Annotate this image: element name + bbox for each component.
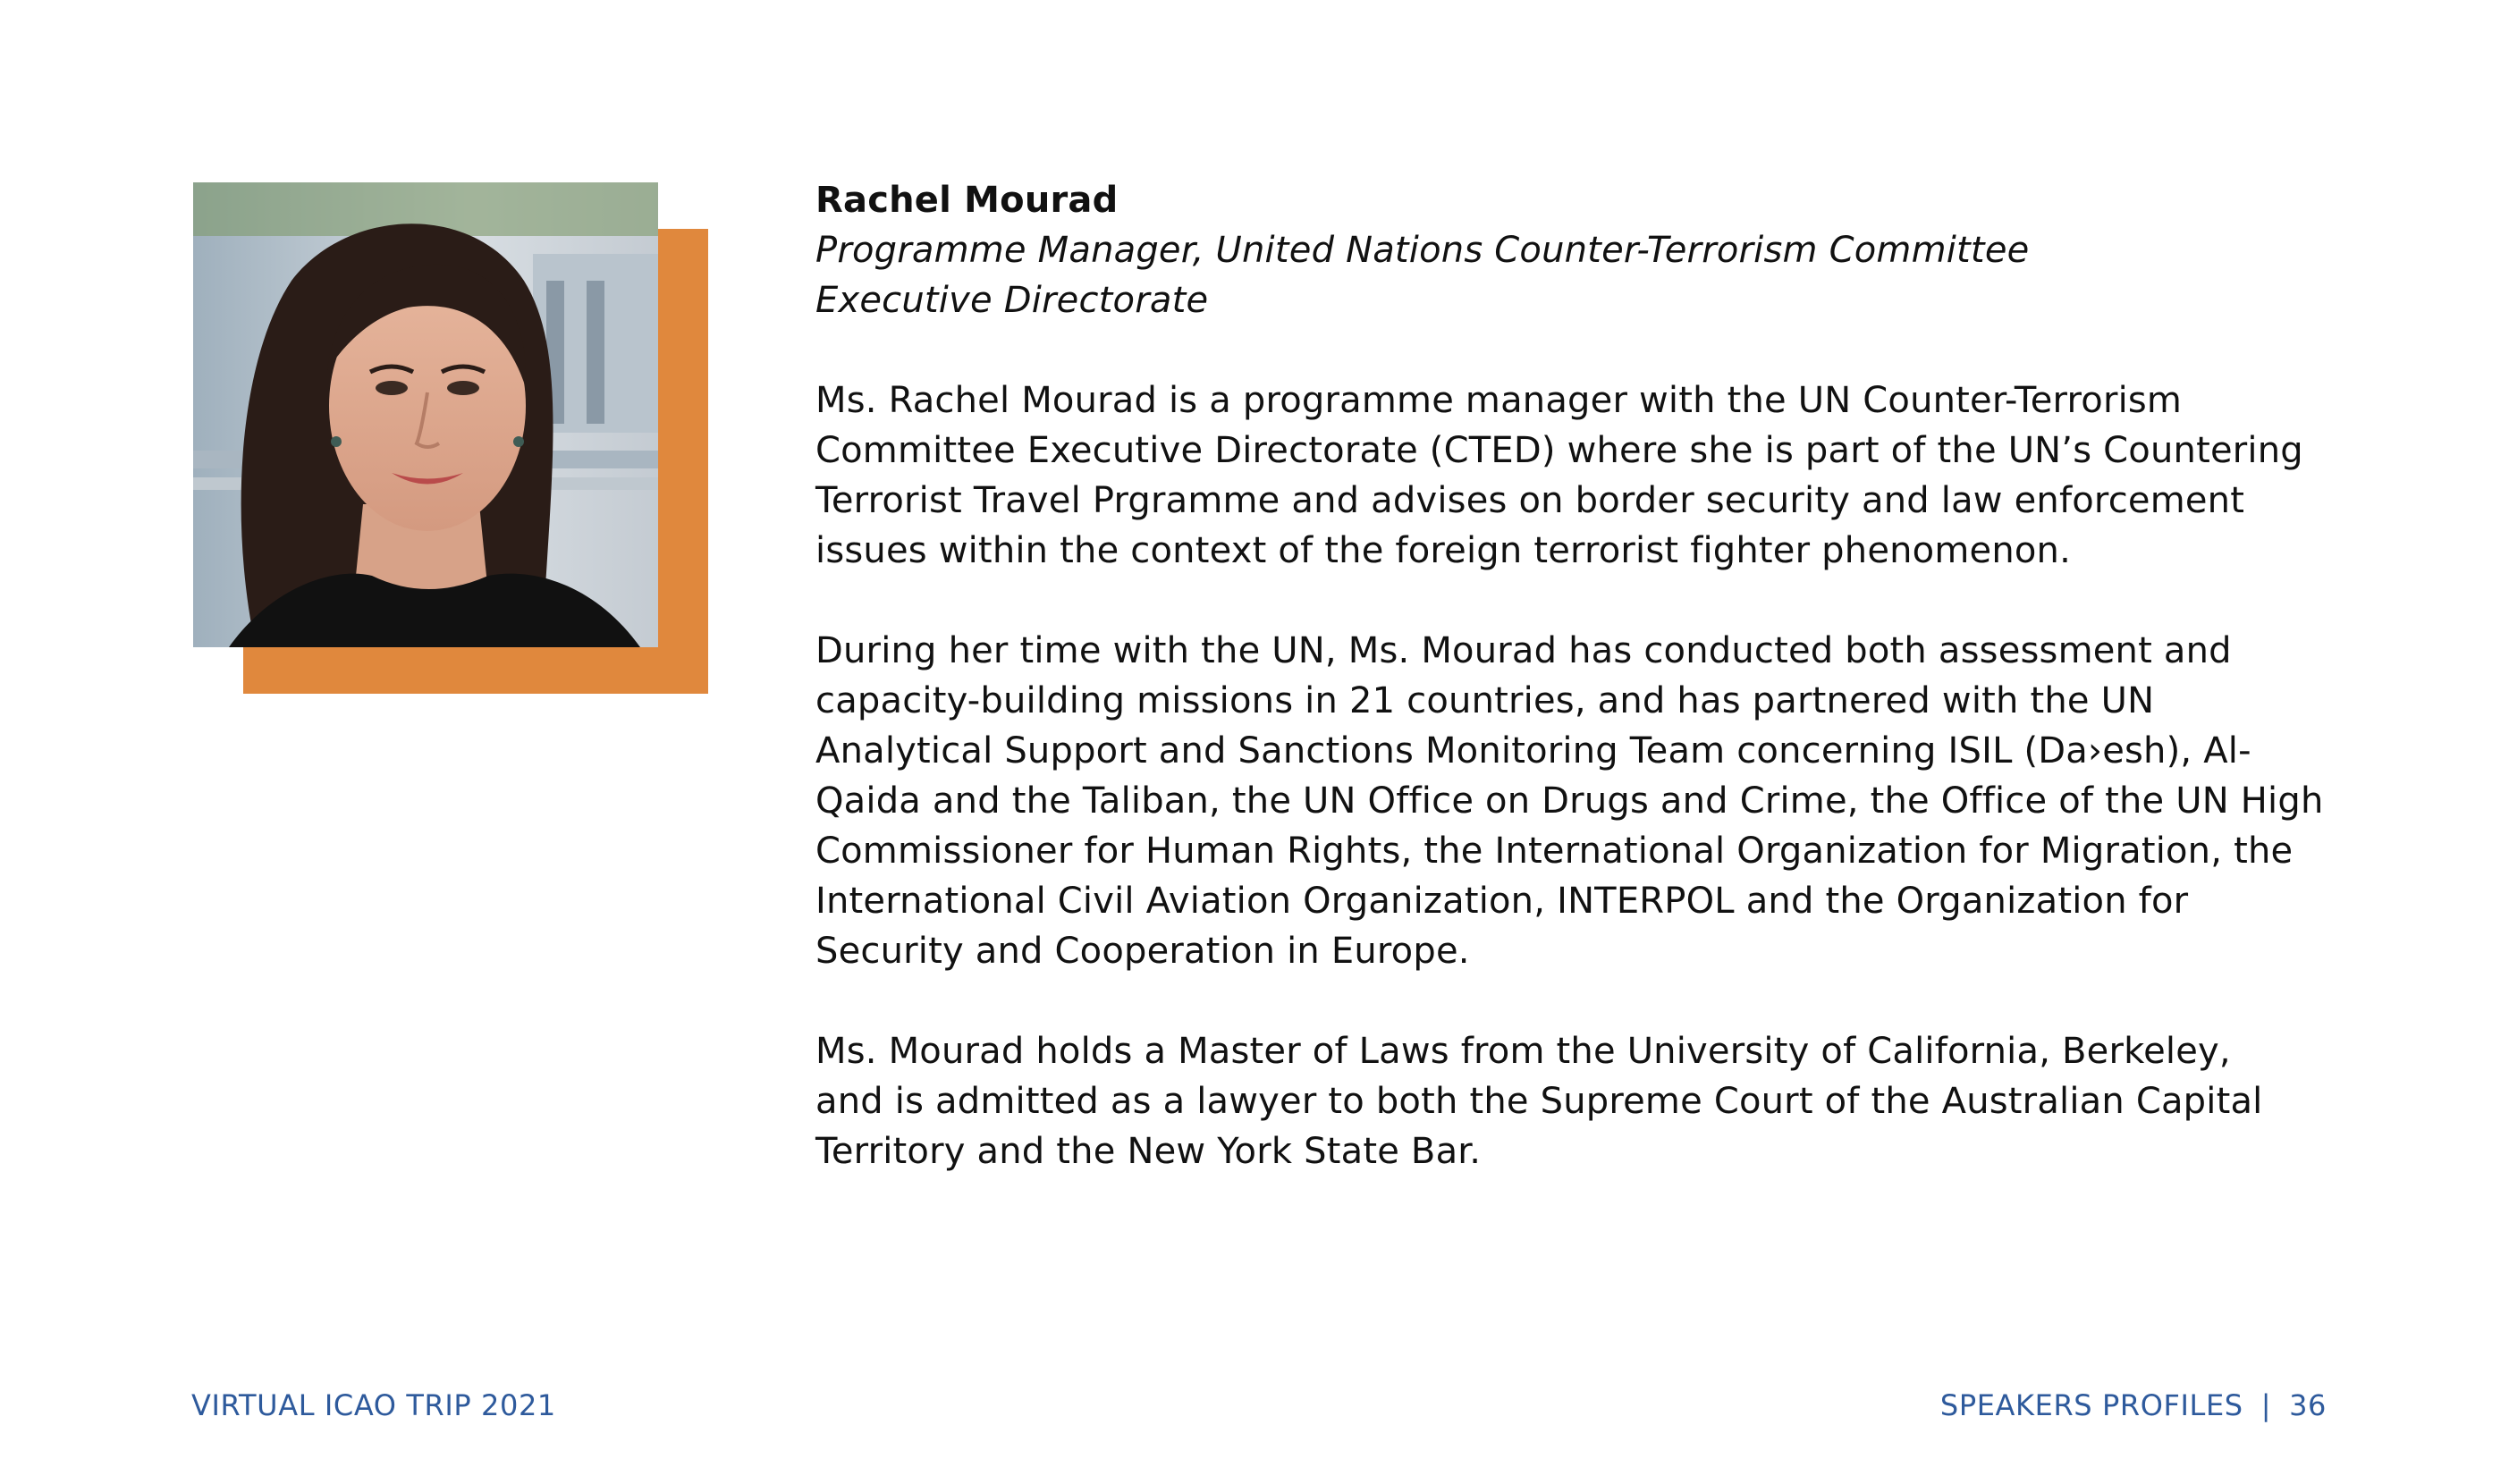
- speaker-name: Rachel Mourad: [815, 180, 1119, 221]
- bio-paragraph-1: Ms. Rachel Mourad is a programme manager with the UN Counter-Terrorism Committee Executive Directorate (CTED) where she is part of the UN’s Countering Terrorist Travel Prgramme and advises on border security and law enforcement issues within the context of the foreign terrorist fighter phenomenon.: [815, 380, 2303, 571]
- speaker-profile-text: [815, 175, 2336, 1176]
- speaker-role: Programme Manager, United Nations Counter-Terrorism Committee Executive Directorate: [815, 230, 2030, 321]
- bio-paragraph-3: Ms. Mourad holds a Master of Laws from the University of California, Berkeley, and is admitted as a lawyer to both the Supreme Court of the Australian Capital Territory and the New York State Bar.: [815, 1031, 2263, 1172]
- footer-section-page: [1940, 1387, 2327, 1423]
- page-number: 36: [2289, 1388, 2327, 1422]
- bio-paragraph-2: During her time with the UN, Ms. Mourad has conducted both assessment and capacity-building missions in 21 countries, and has partnered with the UN Analytical Support and Sanctions Monitoring Team concerning ISIL (Da›esh), Al-Qaida and the Taliban, the UN Office on Drugs and Crime, the Office of the UN High Commissioner for Human Rights, the International Organization for Migration, the International Civil Aviation Organization, INTERPOL and the Organization for Security and Cooperation in Europe.: [815, 630, 2324, 972]
- speaker-photo: [193, 182, 658, 647]
- footer-separator: |: [2260, 1388, 2272, 1422]
- portrait-image: [193, 182, 658, 647]
- footer-document-title: VIRTUAL ICAO TRIP 2021: [191, 1388, 556, 1422]
- footer-section-title: SPEAKERS PROFILES: [1939, 1388, 2243, 1422]
